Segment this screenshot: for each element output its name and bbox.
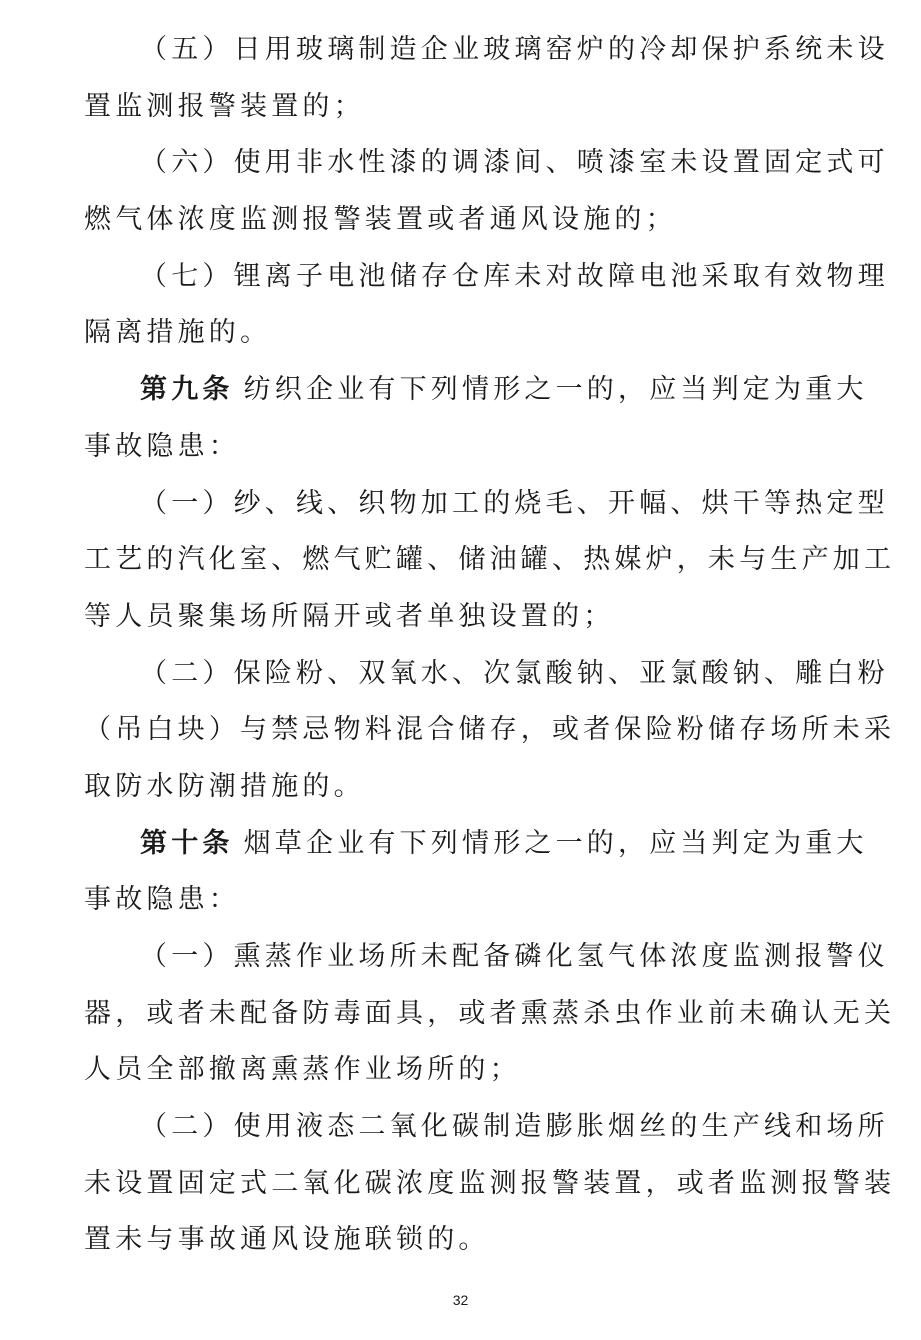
article-10-clause-1-line-2: 器，或者未配备防毒面具，或者熏蒸杀虫作业前未确认无关 (84, 997, 896, 1029)
article-10-clause-1-line-1: （一）熏蒸作业场所未配备磷化氢气体浓度监测报警仪 (140, 941, 889, 972)
document-body (84, 22, 896, 1269)
article-10-clause-2-line-3: 置未与事故通风设施联锁的。 (84, 1224, 490, 1256)
clause-6-line-1: （六）使用非水性漆的调漆间、喷漆室未设置固定式可 (140, 147, 889, 179)
page-number: 32 (452, 1292, 469, 1308)
article-9-line-2: 事故隐患： (84, 430, 240, 462)
article-9-text: 纺织企业有下列情形之一的，应当判定为重大 (243, 374, 868, 406)
article-9-clause-1-line-1: （一）纱、线、织物加工的烧毛、开幅、烘干等热定型 (140, 487, 889, 519)
article-10-line-1 (84, 816, 868, 873)
article-10-heading: 第十条 (140, 827, 234, 859)
article-9-clause-1-line-2: 工艺的汽化室、燃气贮罐、储油罐、热媒炉，未与生产加工 (84, 544, 896, 576)
article-10-line-2: 事故隐患： (84, 884, 240, 916)
article-9-heading: 第九条 (140, 374, 234, 406)
article-10-clause-1-line-3: 人员全部撤离熏蒸作业场所的； (84, 1054, 521, 1086)
article-9-clause-2-line-3: 取防水防潮措施的。 (84, 770, 365, 802)
clause-7-line-1: （七）锂离子电池储存仓库未对故障电池采取有效物理 (140, 260, 889, 292)
article-9-clause-1-line-3: 等人员聚集场所隔开或者单独设置的； (84, 600, 615, 632)
clause-7-line-2: 隔离措施的。 (84, 317, 272, 349)
clause-5-line-2: 置监测报警装置的； (84, 90, 365, 122)
article-9-line-1 (84, 362, 868, 419)
article-10-clause-2-line-2: 未设置固定式二氧化碳浓度监测报警装置，或者监测报警装 (84, 1167, 896, 1199)
clause-6-line-2: 燃气体浓度监测报警装置或者通风设施的； (84, 204, 677, 236)
article-9-clause-2-line-2: （吊白块）与禁忌物料混合储存，或者保险粉储存场所未采 (84, 714, 896, 746)
clause-5-line-1: （五）日用玻璃制造企业玻璃窑炉的冷却保护系统未设 (140, 34, 889, 65)
article-9-clause-2-line-1: （二）保险粉、双氧水、次氯酸钠、亚氯酸钠、雕白粉 (140, 657, 889, 689)
article-10-clause-2-line-1: （二）使用液态二氧化碳制造膨胀烟丝的生产线和场所 (140, 1111, 889, 1143)
article-10-text: 烟草企业有下列情形之一的，应当判定为重大 (243, 827, 868, 859)
